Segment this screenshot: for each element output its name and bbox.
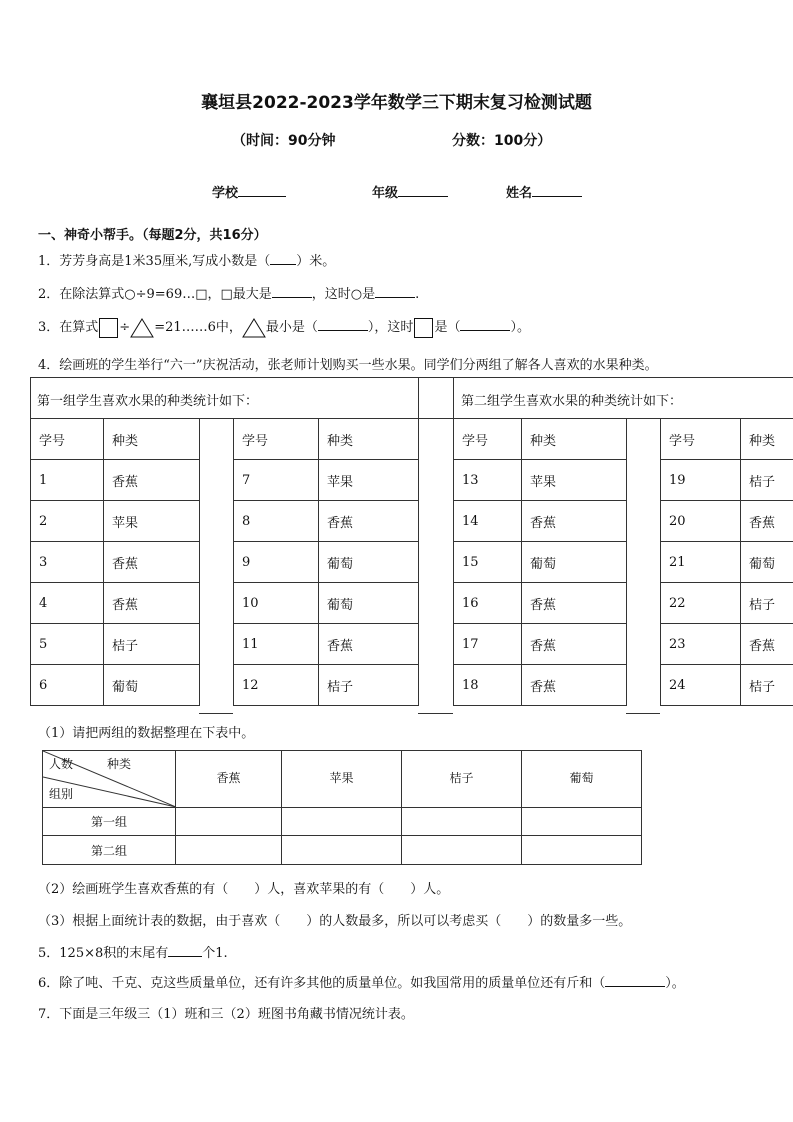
table-row [31, 501, 200, 542]
student-id-cell: 23 [661, 624, 741, 665]
question-2 [38, 283, 419, 302]
school-blank[interactable] [238, 184, 286, 197]
grade-blank[interactable] [398, 184, 448, 197]
group2-left-table [453, 418, 627, 706]
col-header-type: 种类 [104, 419, 200, 460]
student-id-cell: 16 [454, 583, 522, 624]
answer-cell[interactable] [522, 836, 642, 865]
group1-left-table [30, 418, 200, 706]
grade-field[interactable] [372, 182, 448, 201]
q5-blank[interactable] [168, 944, 202, 957]
student-id-cell: 14 [454, 501, 522, 542]
student-id-cell: 12 [234, 665, 319, 706]
school-label: 学校 [212, 186, 239, 201]
table-row [234, 501, 419, 542]
table-row [234, 460, 419, 501]
fruit-type-cell: 苹果 [104, 501, 200, 542]
group1-title: 第一组学生喜欢水果的种类统计如下： [37, 394, 259, 409]
triangle-icon [130, 318, 154, 338]
q2-text-b: ，这时○是 [311, 287, 376, 302]
student-id-cell: 5 [31, 624, 104, 665]
q6-text-b: ）。 [665, 976, 685, 991]
student-id-cell: 10 [234, 583, 319, 624]
time-label: （时间：90分钟 [232, 133, 336, 149]
table-row [234, 542, 419, 583]
fruit-type-cell: 香蕉 [522, 624, 627, 665]
table-gap [626, 418, 660, 714]
q2-blank-1[interactable] [272, 285, 312, 298]
header-group: 组别 [49, 787, 74, 801]
student-id-cell: 6 [31, 665, 104, 706]
table-row [454, 542, 627, 583]
q3-text-g: ）。 [510, 320, 530, 335]
table-row [454, 624, 627, 665]
table-row [454, 583, 627, 624]
name-field[interactable] [506, 182, 582, 201]
sub-question-3: （3）根据上面统计表的数据，由于喜欢（ ）的人数最多，所以可以考虑买（ ）的数量多一些。 [38, 914, 632, 929]
col-header-type: 种类 [522, 419, 627, 460]
table-row [31, 460, 200, 501]
table-row [234, 583, 419, 624]
q6-text-a: 6．除了吨、千克、克这些质量单位，还有许多其他的质量单位。如我国常用的质量单位还有斤和（ [38, 976, 606, 991]
square-icon [99, 318, 118, 338]
answer-cell[interactable] [176, 808, 282, 836]
q2-text-c: . [415, 287, 420, 302]
student-id-cell: 21 [661, 542, 741, 583]
col-header-orange: 桔子 [402, 751, 522, 808]
header-people: 人数 [49, 757, 74, 771]
square-icon [414, 318, 433, 338]
fruit-type-cell: 香蕉 [522, 583, 627, 624]
student-id-cell: 3 [31, 542, 104, 583]
col-header-id: 学号 [661, 419, 741, 460]
fruit-type-cell: 葡萄 [319, 542, 419, 583]
row-header-group2: 第二组 [43, 836, 176, 865]
col-header-id: 学号 [31, 419, 104, 460]
answer-cell[interactable] [282, 808, 402, 836]
header-type: 种类 [107, 757, 132, 771]
fruit-type-cell: 香蕉 [319, 624, 419, 665]
grade-label: 年级 [372, 186, 399, 201]
q3-text-e: ），这时 [367, 320, 414, 335]
fruit-type-cell: 苹果 [522, 460, 627, 501]
student-id-cell: 9 [234, 542, 319, 583]
q3-blank-1[interactable] [318, 318, 368, 331]
diagonal-header-cell [43, 751, 176, 808]
question-7: 7．下面是三年级三（1）班和三（2）班图书角藏书情况统计表。 [38, 1007, 414, 1022]
group-title-strip [30, 377, 793, 419]
row-header-group1: 第一组 [43, 808, 176, 836]
table-row [661, 542, 793, 583]
answer-cell[interactable] [282, 836, 402, 865]
student-id-cell: 11 [234, 624, 319, 665]
answer-cell[interactable] [522, 808, 642, 836]
table-row [234, 665, 419, 706]
group1-right-table [233, 418, 419, 706]
group2-right-table [660, 418, 793, 706]
col-header-id: 学号 [454, 419, 522, 460]
student-id-cell: 24 [661, 665, 741, 706]
student-id-cell: 19 [661, 460, 741, 501]
table-row [454, 501, 627, 542]
table-gap [418, 418, 453, 714]
student-id-cell: 2 [31, 501, 104, 542]
sub-question-1: （1）请把两组的数据整理在下表中。 [38, 726, 255, 741]
fruit-type-cell: 葡萄 [319, 583, 419, 624]
table-row [661, 665, 793, 706]
fruit-type-cell: 香蕉 [741, 624, 793, 665]
score-label: 分数：100分） [452, 133, 552, 149]
student-id-cell: 17 [454, 624, 522, 665]
fruit-type-cell: 香蕉 [104, 460, 200, 501]
q1-blank[interactable] [270, 252, 296, 265]
student-id-cell: 18 [454, 665, 522, 706]
q3-blank-2[interactable] [460, 318, 510, 331]
student-id-cell: 7 [234, 460, 319, 501]
fruit-type-cell: 香蕉 [319, 501, 419, 542]
student-id-cell: 1 [31, 460, 104, 501]
q5-text-a: 5．125×8积的末尾有 [38, 946, 169, 961]
col-header-banana: 香蕉 [176, 751, 282, 808]
table-row [661, 583, 793, 624]
fruit-type-cell: 香蕉 [104, 542, 200, 583]
fruit-type-cell: 桔子 [741, 460, 793, 501]
student-id-cell: 22 [661, 583, 741, 624]
table-row [661, 624, 793, 665]
col-header-apple: 苹果 [282, 751, 402, 808]
name-label: 姓名 [506, 186, 533, 201]
question-1 [38, 250, 335, 269]
q3-text-d: 最小是（ [265, 320, 318, 335]
answer-cell[interactable] [176, 836, 282, 865]
q1-text: 1．芳芳身高是1米35厘米,写成小数是（ [38, 254, 271, 269]
table-row [454, 665, 627, 706]
col-header-id: 学号 [234, 419, 319, 460]
fruit-type-cell: 桔子 [319, 665, 419, 706]
fruit-type-cell: 香蕉 [522, 665, 627, 706]
table-row [661, 501, 793, 542]
col-header-grape: 葡萄 [522, 751, 642, 808]
q3-text-b: ÷ [119, 320, 131, 335]
answer-cell[interactable] [402, 808, 522, 836]
q3-text-c: =21……6中， [154, 320, 242, 335]
student-id-cell: 8 [234, 501, 319, 542]
table-row [454, 460, 627, 501]
page-title: 襄垣县2022-2023学年数学三下期末复习检测试题 [201, 93, 592, 113]
divider [418, 378, 419, 419]
q2-blank-2[interactable] [375, 285, 415, 298]
fruit-type-cell: 苹果 [319, 460, 419, 501]
q3-text-a: 3．在算式 [38, 320, 99, 335]
triangle-icon [242, 318, 266, 338]
fruit-type-cell: 葡萄 [741, 542, 793, 583]
group2-title: 第二组学生喜欢水果的种类统计如下： [461, 394, 683, 409]
fruit-type-cell: 香蕉 [741, 501, 793, 542]
question-6 [38, 972, 685, 991]
fruit-type-cell: 桔子 [741, 583, 793, 624]
summary-table [42, 750, 642, 865]
question-3 [38, 316, 530, 338]
q2-text-a: 2．在除法算式○÷9=69…□，□最大是 [38, 287, 272, 302]
col-header-type: 种类 [319, 419, 419, 460]
col-header-type: 种类 [741, 419, 793, 460]
fruit-type-cell: 葡萄 [104, 665, 200, 706]
fruit-type-cell: 葡萄 [522, 542, 627, 583]
question-4: 4．绘画班的学生举行“六一”庆祝活动，张老师计划购买一些水果。同学们分两组了解各人喜欢的水果种类。 [38, 358, 658, 373]
q3-text-f: 是（ [434, 320, 461, 335]
name-blank[interactable] [532, 184, 582, 197]
table-row [661, 460, 793, 501]
student-id-cell: 4 [31, 583, 104, 624]
sub-question-2: （2）绘画班学生喜欢香蕉的有（ ）人，喜欢苹果的有（ ）人。 [38, 882, 450, 897]
table-row [31, 665, 200, 706]
fruit-type-cell: 桔子 [741, 665, 793, 706]
table-row [234, 624, 419, 665]
q6-blank[interactable] [605, 974, 665, 987]
school-field[interactable] [212, 182, 286, 201]
student-id-cell: 13 [454, 460, 522, 501]
q5-text-b: 个1. [202, 946, 228, 961]
table-row [31, 583, 200, 624]
table-gap [199, 418, 233, 714]
student-id-cell: 15 [454, 542, 522, 583]
fruit-type-cell: 香蕉 [522, 501, 627, 542]
section-heading: 一、神奇小帮手。（每题2分，共16分） [38, 228, 267, 243]
q1-end: ）米。 [296, 254, 336, 269]
table-row [31, 624, 200, 665]
fruit-type-cell: 香蕉 [104, 583, 200, 624]
fruit-type-cell: 桔子 [104, 624, 200, 665]
student-id-cell: 20 [661, 501, 741, 542]
table-row [31, 542, 200, 583]
divider [453, 378, 454, 419]
answer-cell[interactable] [402, 836, 522, 865]
question-5 [38, 942, 228, 961]
